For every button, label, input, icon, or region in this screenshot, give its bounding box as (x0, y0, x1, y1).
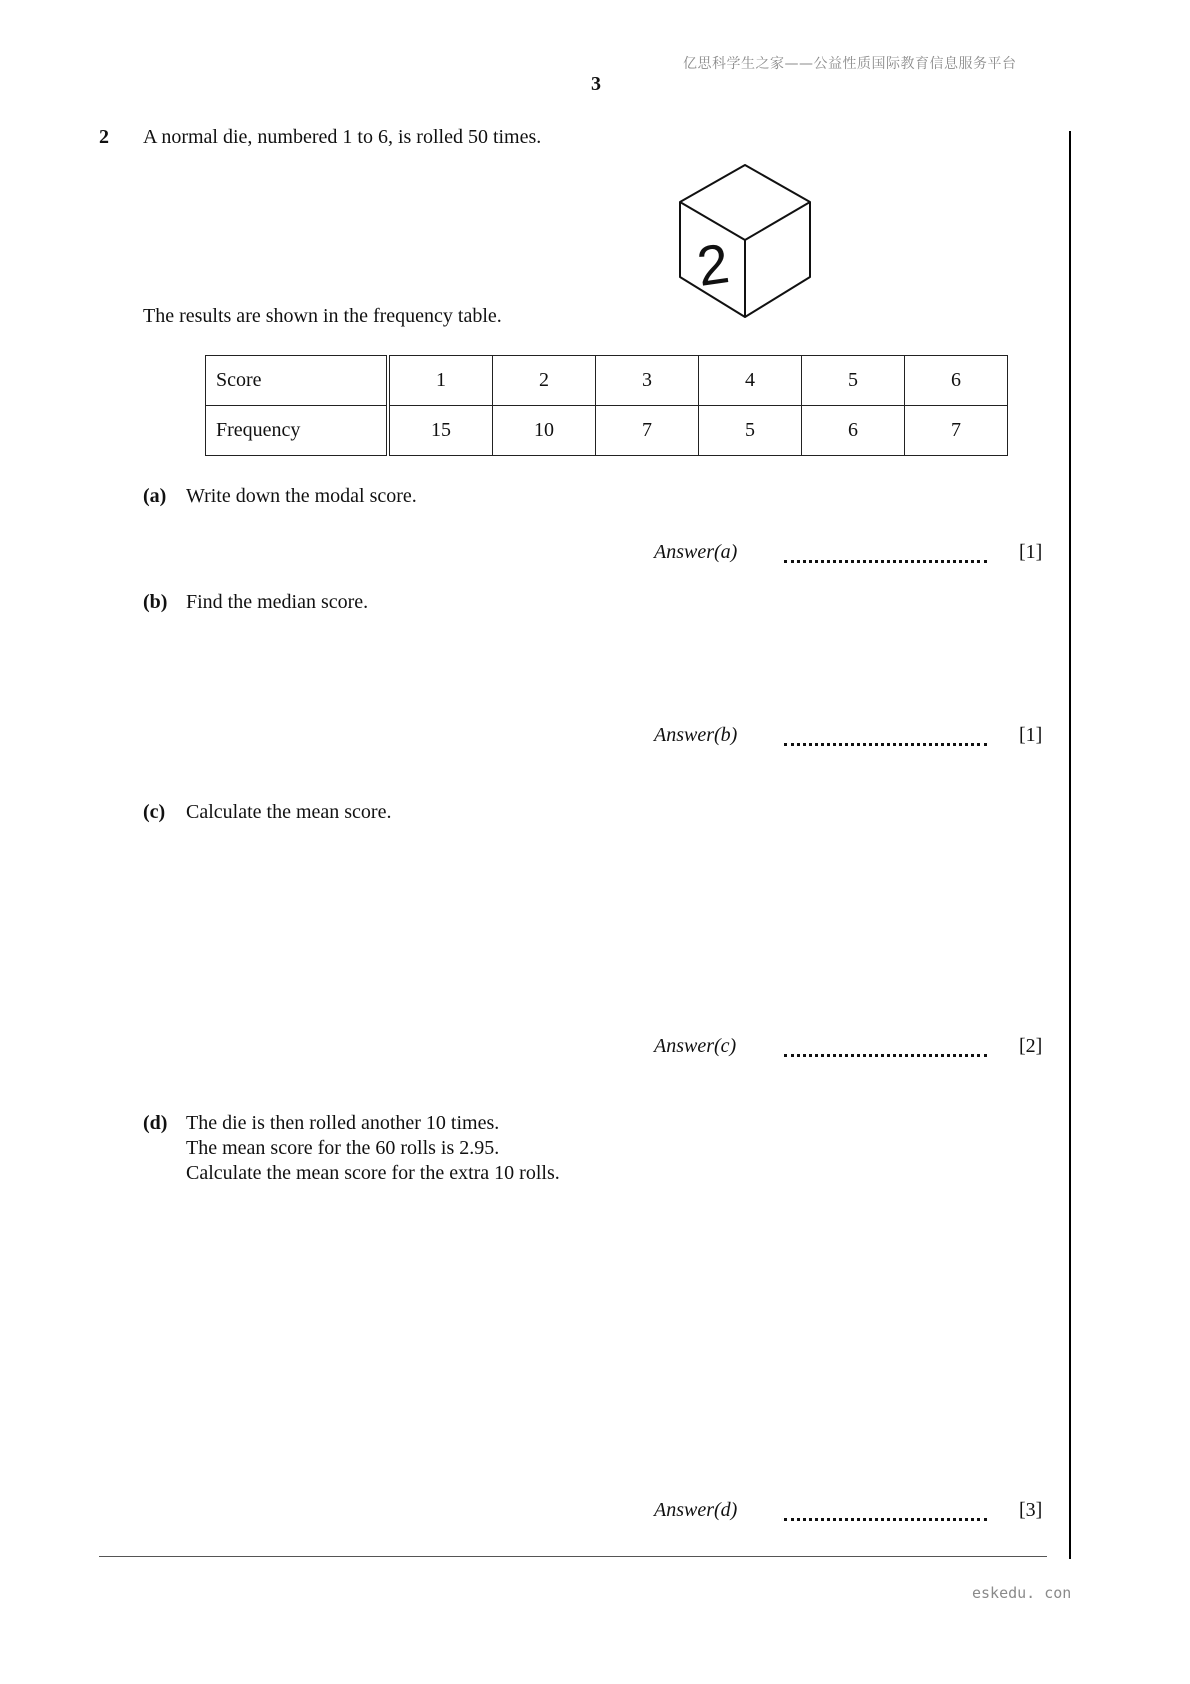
frequency-cell: 7 (905, 406, 1008, 456)
right-margin-line (1069, 131, 1071, 1559)
part-d-line-2: The mean score for the 60 rolls is 2.95. (186, 1137, 500, 1159)
answer-d-label: Answer(d) (654, 1499, 738, 1521)
score-cell: 3 (596, 356, 699, 406)
answer-c-label: Answer(c) (654, 1035, 737, 1057)
part-d-line-1: The die is then rolled another 10 times. (186, 1112, 500, 1134)
frequency-cell: 6 (802, 406, 905, 456)
question-intro: A normal die, numbered 1 to 6, is rolled 50 times. (143, 126, 542, 148)
score-cell: 5 (802, 356, 905, 406)
answer-a-line[interactable] (784, 560, 987, 563)
score-cell: 6 (905, 356, 1008, 406)
page-number: 3 (591, 73, 601, 95)
answer-d-line[interactable] (784, 1518, 987, 1521)
part-a-marks: [1] (1019, 541, 1043, 563)
part-d-label: (d) (143, 1112, 168, 1134)
score-cell: 4 (699, 356, 802, 406)
score-cell: 1 (388, 356, 493, 406)
part-b-label: (b) (143, 591, 168, 613)
frequency-header: Frequency (206, 406, 389, 456)
frequency-cell: 15 (388, 406, 493, 456)
part-c-marks: [2] (1019, 1035, 1043, 1057)
part-a-label: (a) (143, 485, 167, 507)
frequency-cell: 10 (493, 406, 596, 456)
frequency-cell: 5 (699, 406, 802, 456)
header-watermark-text: 亿思科学生之家——公益性质国际教育信息服务平台 (683, 56, 1017, 72)
part-c-question: Calculate the mean score. (186, 801, 392, 823)
part-a-question: Write down the modal score. (186, 485, 417, 507)
die-illustration (670, 160, 820, 325)
question-number: 2 (99, 126, 109, 148)
table-intro: The results are shown in the frequency table. (143, 305, 502, 327)
part-b-question: Find the median score. (186, 591, 369, 613)
answer-b-label: Answer(b) (654, 724, 738, 746)
frequency-row (206, 406, 1008, 456)
answer-a-label: Answer(a) (654, 541, 738, 563)
footer-site-text: eskedu. con (972, 1584, 1072, 1602)
score-row (206, 356, 1008, 406)
part-b-marks: [1] (1019, 724, 1043, 746)
score-header: Score (206, 356, 389, 406)
part-d-marks: [3] (1019, 1499, 1043, 1521)
score-cell: 2 (493, 356, 596, 406)
die-face-number: 2 (693, 231, 733, 298)
part-d-line-3: Calculate the mean score for the extra 10 rolls. (186, 1162, 560, 1184)
answer-c-line[interactable] (784, 1054, 987, 1057)
answer-b-line[interactable] (784, 743, 987, 746)
frequency-cell: 7 (596, 406, 699, 456)
bottom-rule (99, 1556, 1047, 1557)
part-c-label: (c) (143, 801, 166, 823)
frequency-table (205, 355, 1008, 456)
